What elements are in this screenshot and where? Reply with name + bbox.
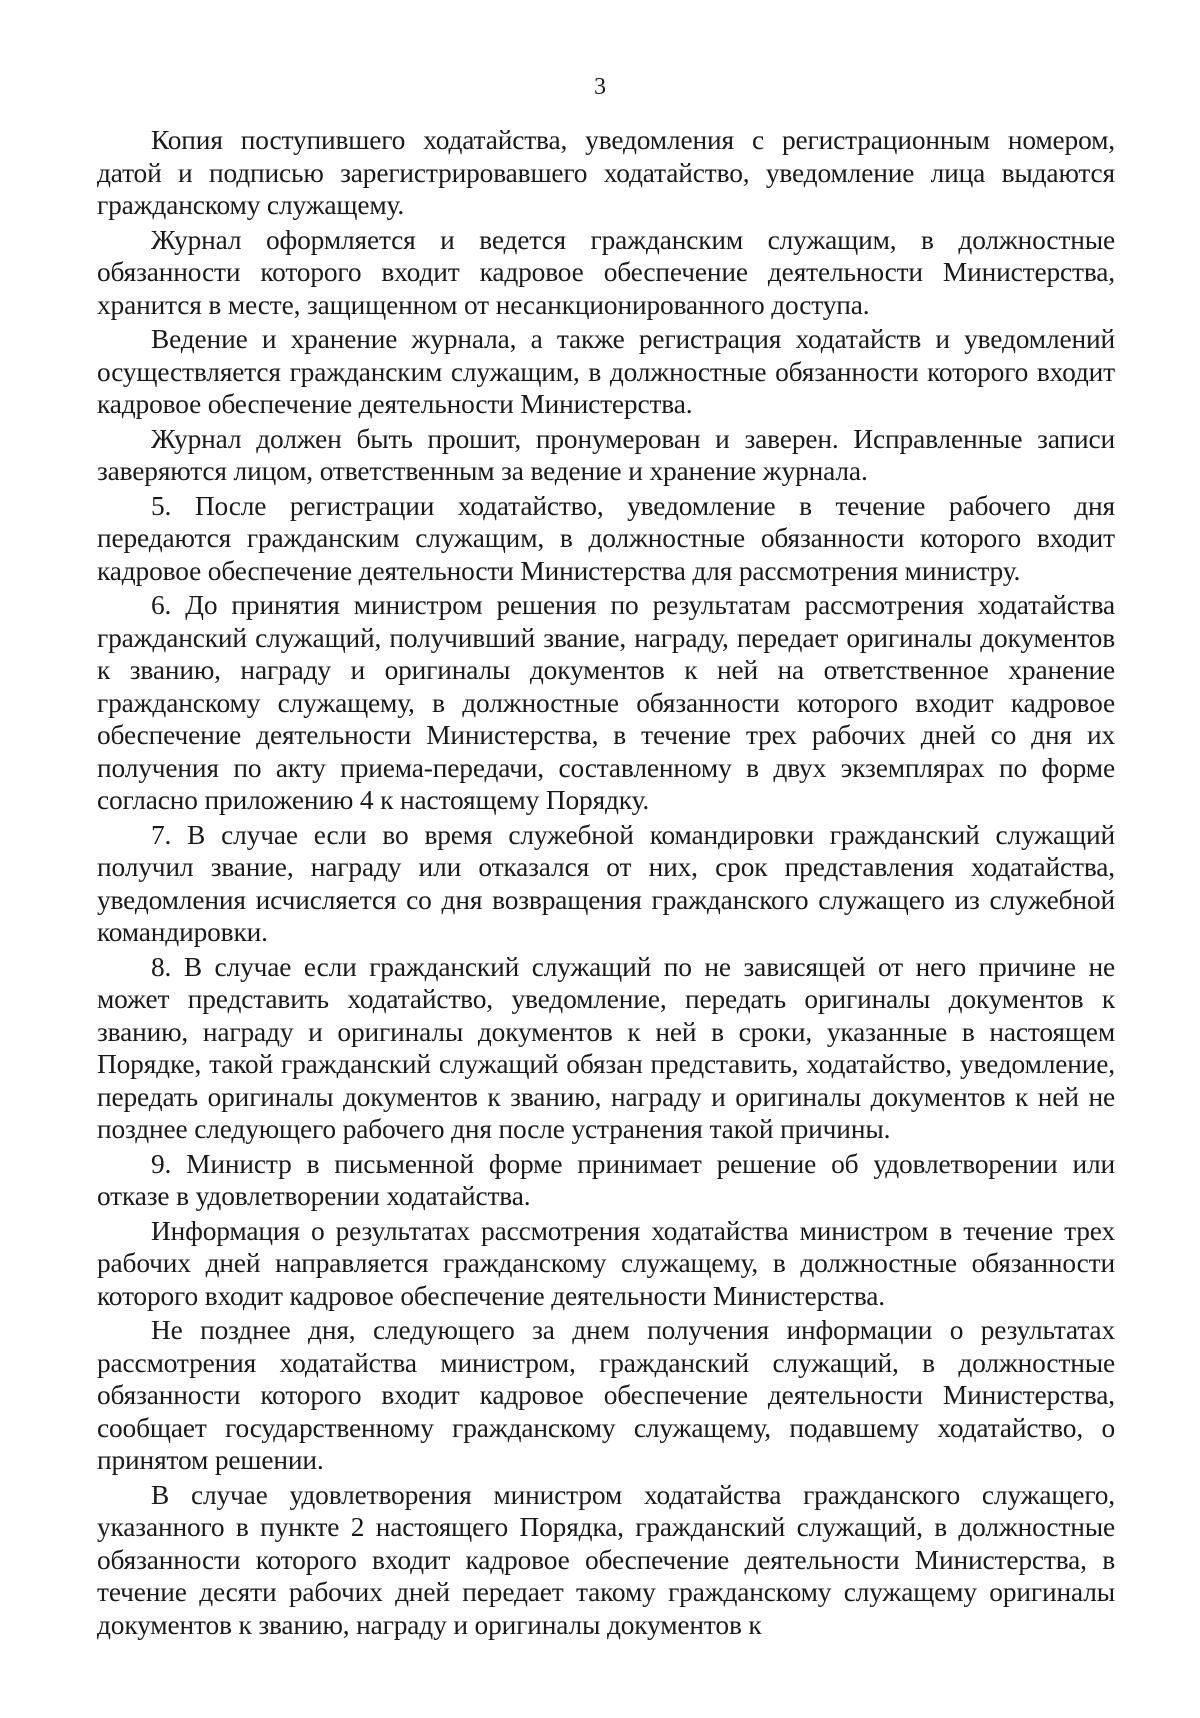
paragraph: В случае удовлетворения министром ходатайства гражданского служащего, указанного в пункте 2 настоящего Порядка, гражданский служащий, в должностные обязанности которого входит кадровое обеспечение деятельности Министерства, в течение десяти рабочих дней передает такому гражданскому служащему оригиналы документов к званию, награду и оригиналы документов к — [97, 1479, 1115, 1640]
paragraph-item-6: 6. До принятия министром решения по результатам рассмотрения ходатайства гражданский служащий, получивший звание, награду, передает оригиналы документов к званию, награду и оригиналы документов к ней на ответственное хранение гражданскому служащему, в должностные обязанности которого входит кадровое обеспечение деятельности Министерства, в течение трех рабочих дней со дня их получения по акту приема-передачи, составленному в двух экземплярах по форме согласно приложению 4 к настоящему Порядку. — [97, 590, 1115, 815]
paragraph: Журнал оформляется и ведется гражданским служащим, в должностные обязанности которого входит кадровое обеспечение деятельности Министерства, хранится в месте, защищенном от несанкционированного доступа. — [97, 224, 1115, 320]
document-body — [97, 124, 1115, 1643]
paragraph: Копия поступившего ходатайства, уведомления с регистрационным номером, датой и подписью зарегистрировавшего ходатайство, уведомление лица выдаются гражданскому служащему. — [97, 125, 1115, 220]
paragraph-item-9: 9. Министр в письменной форме принимает решение об удовлетворении или отказе в удовлетворении ходатайства. — [97, 1148, 1115, 1211]
paragraph: Информация о результатах рассмотрения ходатайства министром в течение трех рабочих дней направляется гражданскому служащему, в должностные обязанности которого входит кадровое обеспечение деятельности Министерства. — [97, 1215, 1115, 1311]
paragraph: Не позднее дня, следующего за днем получения информации о результатах рассмотрения ходатайства министром, гражданский служащий, в должностные обязанности которого входит кадровое обеспечение деятельности Министерства, сообщает государственному гражданскому служащему, подавшему ходатайство, о принятом решении. — [97, 1315, 1115, 1475]
paragraph-item-8: 8. В случае если гражданский служащий по не зависящей от него причине не может представить ходатайство, уведомление, передать оригиналы документов к званию, награду и оригиналы документов к ней в сроки, указанные в настоящем Порядке, такой гражданский служащий обязан представить, ходатайство, уведомление, передать оригиналы документов к званию, награду и оригиналы документов к ней не позднее следующего рабочего дня после устранения такой причины. — [97, 951, 1115, 1144]
paragraph-item-5: 5. После регистрации ходатайство, уведомление в течение рабочего дня передаются гражданским служащим, в должностные обязанности которого входит кадровое обеспечение деятельности Министерства для рассмотрения министру. — [97, 490, 1115, 586]
page-number: 3 — [594, 74, 606, 100]
paragraph-item-7: 7. В случае если во время служебной командировки гражданский служащий получил звание, награду или отказался от них, срок представления ходатайства, уведомления исчисляется со дня возвращения гражданского служащего из служебной командировки. — [97, 819, 1115, 947]
paragraph: Журнал должен быть прошит, пронумерован и заверен. Исправленные записи заверяются лицом, ответственным за ведение и хранение журнала. — [97, 423, 1115, 486]
paragraph: Ведение и хранение журнала, а также регистрация ходатайств и уведомлений осуществляется гражданским служащим, в должностные обязанности которого входит кадровое обеспечение деятельности Министерства. — [97, 324, 1115, 419]
